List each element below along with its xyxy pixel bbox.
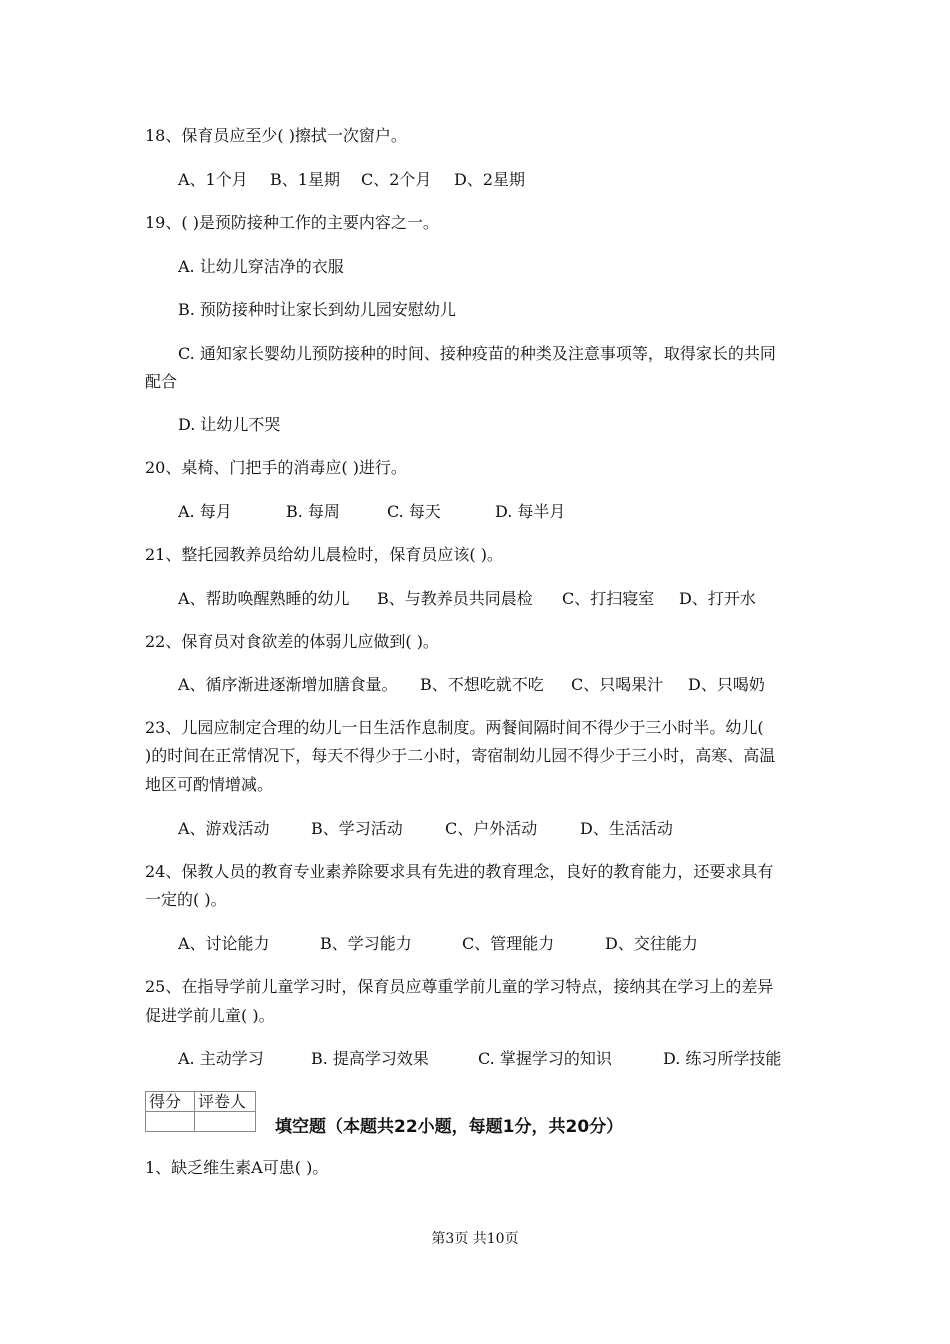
- question-21-option-a: A、帮助唤醒熟睡的幼儿: [178, 589, 350, 608]
- question-19-option-d: D. 让幼儿不哭: [178, 415, 281, 434]
- question-23-stem-line3: 地区可酌情增减。: [145, 775, 274, 794]
- question-23-stem-line2: )的时间在正常情况下，每天不得少于二小时，寄宿制幼儿园不得少于三小时，高寒、高温: [145, 746, 776, 765]
- question-18-stem: 18、保育员应至少( )擦拭一次窗户。: [145, 126, 407, 145]
- question-25-stem-line2: 促进学前儿童( )。: [145, 1006, 275, 1025]
- question-19-option-c: C. 通知家长婴幼儿预防接种的时间、接种疫苗的种类及注意事项等，取得家长的共同: [178, 344, 776, 363]
- question-24-option-a: A、讨论能力: [178, 934, 270, 953]
- grader-cell: [195, 1112, 256, 1132]
- question-20-stem: 20、桌椅、门把手的消毒应( )进行。: [145, 458, 407, 477]
- question-25-option-d: D. 练习所学技能: [663, 1049, 782, 1068]
- question-22-stem: 22、保育员对食欲差的体弱儿应做到( )。: [145, 632, 439, 651]
- question-24-option-c: C、管理能力: [462, 934, 555, 953]
- section-title: 填空题（本题共22小题，每题1分，共20分）: [275, 1117, 624, 1137]
- question-22-option-d: D、只喝奶: [688, 675, 765, 694]
- question-20-option-b: B. 每周: [286, 502, 340, 521]
- question-25-option-c: C. 掌握学习的知识: [478, 1049, 612, 1068]
- question-25-option-b: B. 提高学习效果: [311, 1049, 429, 1068]
- question-18-option-d: D、2星期: [454, 170, 526, 189]
- question-25-option-a: A. 主动学习: [178, 1049, 264, 1068]
- page-footer: 第3页 共10页: [431, 1231, 519, 1247]
- fill-question-1: 1、缺乏维生素A可患( )。: [145, 1158, 329, 1177]
- question-24-stem-line1: 24、保教人员的教育专业素养除要求具有先进的教育理念，良好的教育能力，还要求具有: [145, 862, 774, 881]
- question-24-option-d: D、交往能力: [605, 934, 698, 953]
- question-23-option-b: B、学习活动: [311, 819, 403, 838]
- question-21-stem: 21、整托园教养员给幼儿晨检时，保育员应该( )。: [145, 545, 503, 564]
- question-21-option-d: D、打开水: [679, 589, 756, 608]
- grader-label: 评卷人: [195, 1092, 256, 1112]
- question-23-option-d: D、生活活动: [580, 819, 673, 838]
- question-19-option-a: A. 让幼儿穿洁净的衣服: [178, 257, 344, 276]
- question-21-option-c: C、打扫寝室: [562, 589, 655, 608]
- question-20-option-d: D. 每半月: [495, 502, 566, 521]
- question-18-option-b: B、1星期: [270, 170, 340, 189]
- score-label: 得分: [146, 1092, 195, 1112]
- question-24-option-b: B、学习能力: [320, 934, 412, 953]
- question-21-option-b: B、与教养员共同晨检: [377, 589, 533, 608]
- question-24-stem-line2: 一定的( )。: [145, 890, 227, 909]
- question-22-option-b: B、不想吃就不吃: [420, 675, 544, 694]
- question-22-option-c: C、只喝果汁: [571, 675, 664, 694]
- question-23-stem-line1: 23、儿园应制定合理的幼儿一日生活作息制度。两餐间隔时间不得少于三小时半。幼儿(: [145, 718, 764, 737]
- question-18-option-a: A、1个月: [178, 170, 248, 189]
- question-20-option-a: A. 每月: [178, 502, 232, 521]
- score-cell: [146, 1112, 195, 1132]
- question-22-option-a: A、循序渐进逐渐增加膳食量。: [178, 675, 398, 694]
- question-19-option-c-continued: 配合: [145, 372, 178, 391]
- question-20-option-c: C. 每天: [387, 502, 441, 521]
- question-19-stem: 19、( )是预防接种工作的主要内容之一。: [145, 213, 439, 232]
- question-19-option-b: B. 预防接种时让家长到幼儿园安慰幼儿: [178, 300, 456, 319]
- question-18-option-c: C、2个月: [361, 170, 432, 189]
- question-23-option-a: A、游戏活动: [178, 819, 270, 838]
- score-box: [145, 1091, 256, 1132]
- question-23-option-c: C、户外活动: [445, 819, 538, 838]
- question-25-stem-line1: 25、在指导学前儿童学习时，保育员应尊重学前儿童的学习特点，接纳其在学习上的差异: [145, 977, 774, 996]
